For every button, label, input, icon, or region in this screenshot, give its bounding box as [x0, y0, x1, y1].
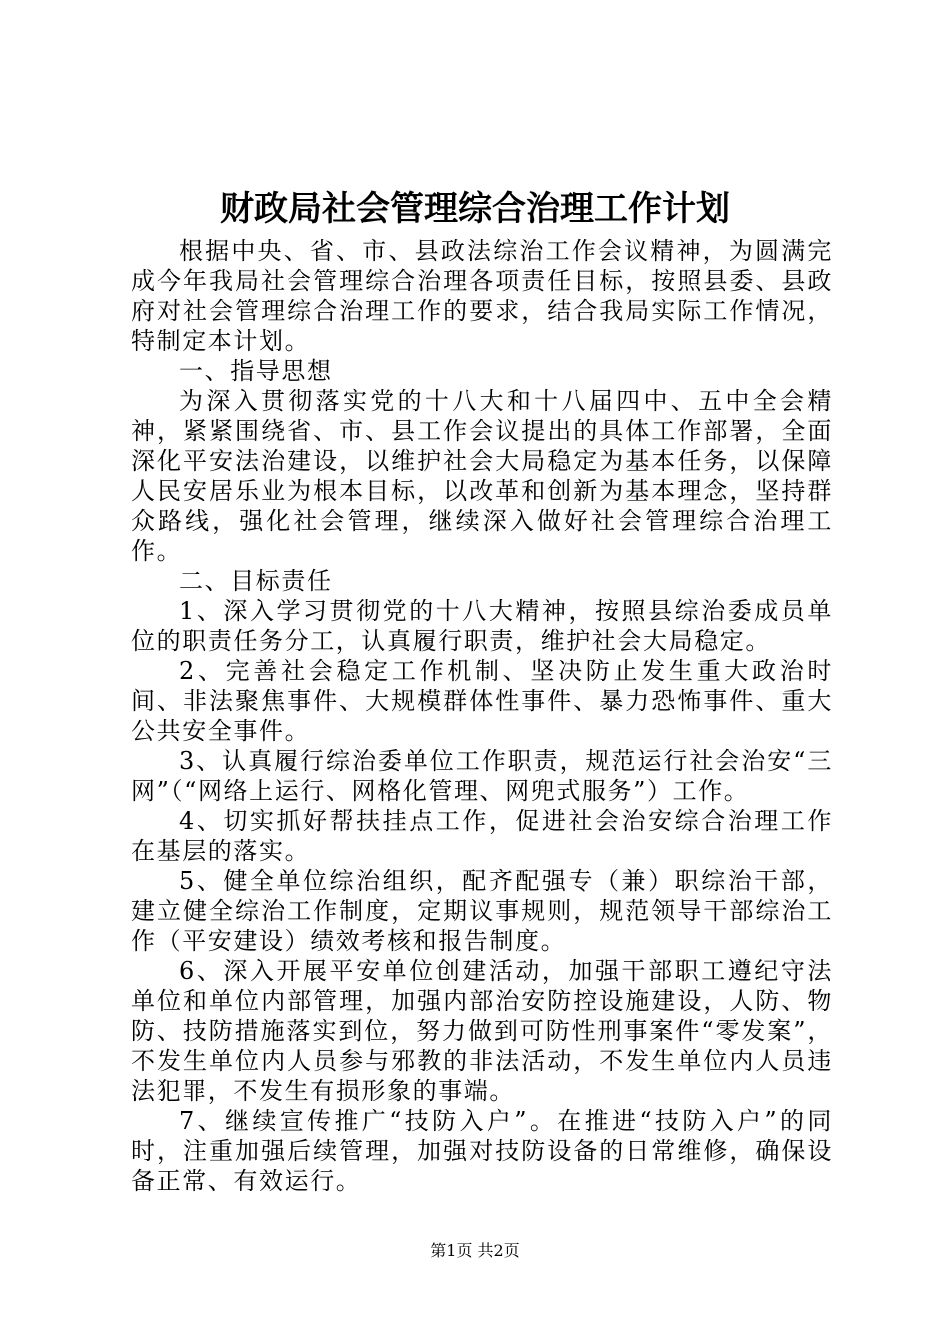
section-heading-target-responsibility: 二、目标责任	[179, 567, 333, 595]
list-item-6: 6、深入开展平安单位创建活动，加强干部职工遵纪守法单位和单位内部管理，加强内部治安防控设施建设，人防、物防、技防措施落实到位，努力做到可防性刑事案件“零发案”，不发生单位内人员参与邪教的非法活动，不发生单位内人员违法犯罪，不发生有损形象的事端。	[131, 957, 833, 1105]
paragraph-intro: 根据中央、省、市、县政法综治工作会议精神，为圆满完成今年我局社会管理综合治理各项责任目标，按照县委、县政府对社会管理综合治理工作的要求，结合我局实际工作情况，特制定本计划。	[131, 237, 833, 355]
list-item-5: 5、健全单位综治组织，配齐配强专（兼）职综治干部，建立健全综治工作制度，定期议事规则，规范领导干部综治工作（平安建设）绩效考核和报告制度。	[131, 867, 833, 955]
paragraph-guiding-ideology: 为深入贯彻落实党的十八大和十八届四中、五中全会精神，紧紧围绕省、市、县工作会议提出的具体工作部署，全面深化平安法治建设，以维护社会大局稳定为基本任务，以保障人民安居乐业为根本目标，以改革和创新为基本理念，坚持群众路线，强化社会管理，继续深入做好社会管理综合治理工作。	[131, 387, 833, 565]
document-body	[131, 236, 833, 1196]
list-item-2: 2、完善社会稳定工作机制、坚决防止发生重大政治时间、非法聚焦事件、大规模群体性事件、暴力恐怖事件、重大公共安全事件。	[131, 657, 833, 745]
list-item-3: 3、认真履行综治委单位工作职责，规范运行社会治安“三网”（“网络上运行、网格化管理、网兜式服务”）工作。	[131, 747, 833, 805]
list-item-4: 4、切实抓好帮扶挂点工作，促进社会治安综合治理工作在基层的落实。	[131, 807, 833, 865]
section-heading-guiding-ideology: 一、指导思想	[179, 357, 333, 385]
page-number: 第1页 共2页	[430, 1241, 520, 1260]
list-item-7: 7、继续宣传推广“技防入户”。在推进“技防入户”的同时，注重加强后续管理，加强对技防设备的日常维修，确保设备正常、有效运行。	[131, 1107, 833, 1195]
list-item-1: 1、深入学习贯彻党的十八大精神，按照县综治委成员单位的职责任务分工，认真履行职责，维护社会大局稳定。	[131, 597, 833, 655]
document-title: 财政局社会管理综合治理工作计划	[220, 189, 730, 229]
